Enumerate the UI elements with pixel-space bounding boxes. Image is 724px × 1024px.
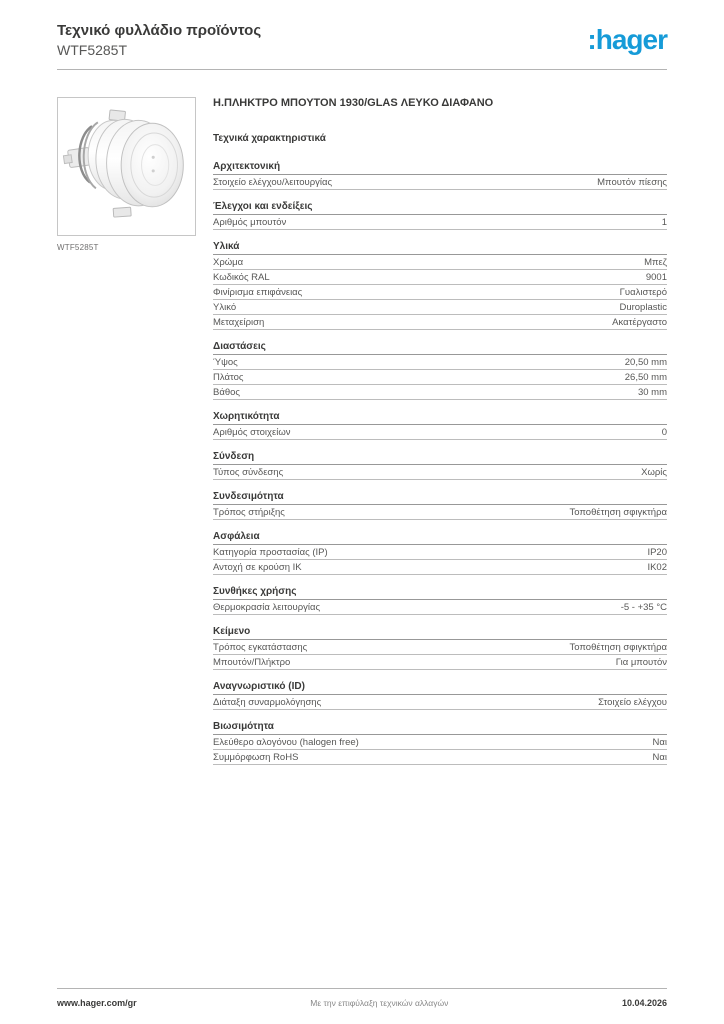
product-name: Η.ΠΛΗΚΤΡΟ ΜΠΟΥΤΟΝ 1930/GLAS ΛΕΥΚΟ ΔΙΑΦΑΝΟ [213,97,494,109]
spec-row [213,465,667,480]
product-image-frame [57,97,196,236]
spec-row [213,735,667,750]
section-rows [213,215,667,230]
spec-row [213,505,667,520]
spec-value: 0 [661,427,667,438]
spec-label: Αριθμός στοιχείων [213,427,291,438]
spec-row [213,300,667,315]
product-image-caption: WTF5285T [57,243,99,252]
hager-logo: :hager [587,24,667,55]
spec-row [213,600,667,615]
spec-row [213,560,667,575]
spec-row [213,175,667,190]
spec-label: Μπουτόν/Πλήκτρο [213,657,291,668]
spec-value: 20,50 mm [624,357,667,368]
section-title: Αναγνωριστικό (ID) [213,681,667,695]
spec-value: 1 [661,217,667,228]
spec-value: Για μπουτόν [615,657,667,668]
spec-section [213,491,667,520]
spec-value: -5 - +35 °C [620,602,667,613]
tech-characteristics-title: Τεχνικά χαρακτηριστικά [213,133,326,144]
spec-row [213,695,667,710]
section-title: Βιωσιμότητα [213,721,667,735]
spec-row [213,640,667,655]
spec-label: Τύπος σύνδεσης [213,467,284,478]
spec-section [213,721,667,765]
spec-label: Ελεύθερο αλογόνου (halogen free) [213,737,359,748]
spec-row [213,655,667,670]
spec-section [213,411,667,440]
spec-row [213,215,667,230]
footer-website: www.hager.com/gr [57,998,137,1008]
spec-value: IP20 [647,547,667,558]
spec-section [213,681,667,710]
spec-row [213,355,667,370]
section-rows [213,545,667,575]
spec-label: Κατηγορία προστασίας (IP) [213,547,328,558]
spec-label: Συμμόρφωση RoHS [213,752,299,763]
spec-label: Τρόπος εγκατάστασης [213,642,308,653]
section-rows [213,600,667,615]
header-titles [57,22,261,58]
spec-label: Ύψος [213,357,238,368]
content-area [57,97,667,765]
spec-row [213,315,667,330]
spec-row [213,750,667,765]
spec-value: Στοιχείο ελέγχου [598,697,667,708]
spec-section [213,201,667,230]
section-title: Συνδεσιμότητα [213,491,667,505]
spec-sections [213,161,667,765]
spec-value: Ναι [652,737,667,748]
header-product-code: WTF5285T [57,42,128,58]
page-footer [57,988,667,1008]
spec-row [213,545,667,560]
section-title: Κείμενο [213,626,667,640]
spec-value: Ακατέργαστο [612,317,667,328]
spec-content [213,97,667,765]
spec-value: 30 mm [637,387,667,398]
spec-label: Αριθμός μπουτόν [213,217,287,228]
section-title: Διαστάσεις [213,341,667,355]
section-rows [213,175,667,190]
section-title: Ασφάλεια [213,531,667,545]
spec-label: Στοιχείο ελέγχου/λειτουργίας [213,177,333,188]
spec-row [213,425,667,440]
footer-date: 10.04.2026 [621,998,667,1008]
spec-section [213,586,667,615]
spec-section [213,531,667,575]
section-rows [213,640,667,670]
spec-value: Ναι [652,752,667,763]
section-rows [213,695,667,710]
spec-value: Μπεζ [644,257,667,268]
spec-label: Αντοχή σε κρούση IK [213,562,302,573]
page-header [57,22,667,70]
spec-row [213,370,667,385]
spec-value: 26,50 mm [624,372,667,383]
spec-label: Υλικό [213,302,237,313]
spec-label: Πλάτος [213,372,244,383]
spec-label: Τρόπος στήριξης [213,507,285,518]
section-rows [213,355,667,400]
spec-label: Διάταξη συναρμολόγησης [213,697,322,708]
spec-value: Μπουτόν πίεσης [597,177,667,188]
spec-section [213,341,667,400]
spec-section [213,626,667,670]
section-title: Έλεγχοι και ενδείξεις [213,201,667,215]
spec-value: Χωρίς [641,467,667,478]
section-rows [213,425,667,440]
spec-section [213,161,667,190]
product-image-panel [57,97,213,765]
spec-section [213,241,667,330]
spec-label: Κωδικός RAL [213,272,270,283]
spec-row [213,270,667,285]
section-rows [213,255,667,330]
spec-row [213,285,667,300]
spec-label: Βάθος [213,387,240,398]
spec-value: Γυαλιστερό [619,287,667,298]
spec-value: Duroplastic [619,302,667,313]
spec-value: Τοποθέτηση σφιγκτήρα [569,507,667,518]
section-title: Αρχιτεκτονική [213,161,667,175]
section-rows [213,735,667,765]
section-title: Σύνδεση [213,451,667,465]
product-image [59,99,194,234]
section-title: Συνθήκες χρήσης [213,586,667,600]
spec-label: Θερμοκρασία λειτουργίας [213,602,321,613]
footer-disclaimer: Με την επιφύλαξη τεχνικών αλλαγών [310,998,449,1008]
spec-row [213,255,667,270]
spec-row [213,385,667,400]
section-rows [213,505,667,520]
spec-value: 9001 [645,272,667,283]
section-title: Υλικά [213,241,667,255]
spec-label: Χρώμα [213,257,244,268]
spec-value: Τοποθέτηση σφιγκτήρα [569,642,667,653]
document-title: Τεχνικό φυλλάδιο προϊόντος [57,22,262,39]
spec-label: Μεταχείριση [213,317,265,328]
spec-value: IK02 [647,562,667,573]
spec-label: Φινίρισμα επιφάνειας [213,287,303,298]
section-title: Χωρητικότητα [213,411,667,425]
spec-section [213,451,667,480]
section-rows [213,465,667,480]
